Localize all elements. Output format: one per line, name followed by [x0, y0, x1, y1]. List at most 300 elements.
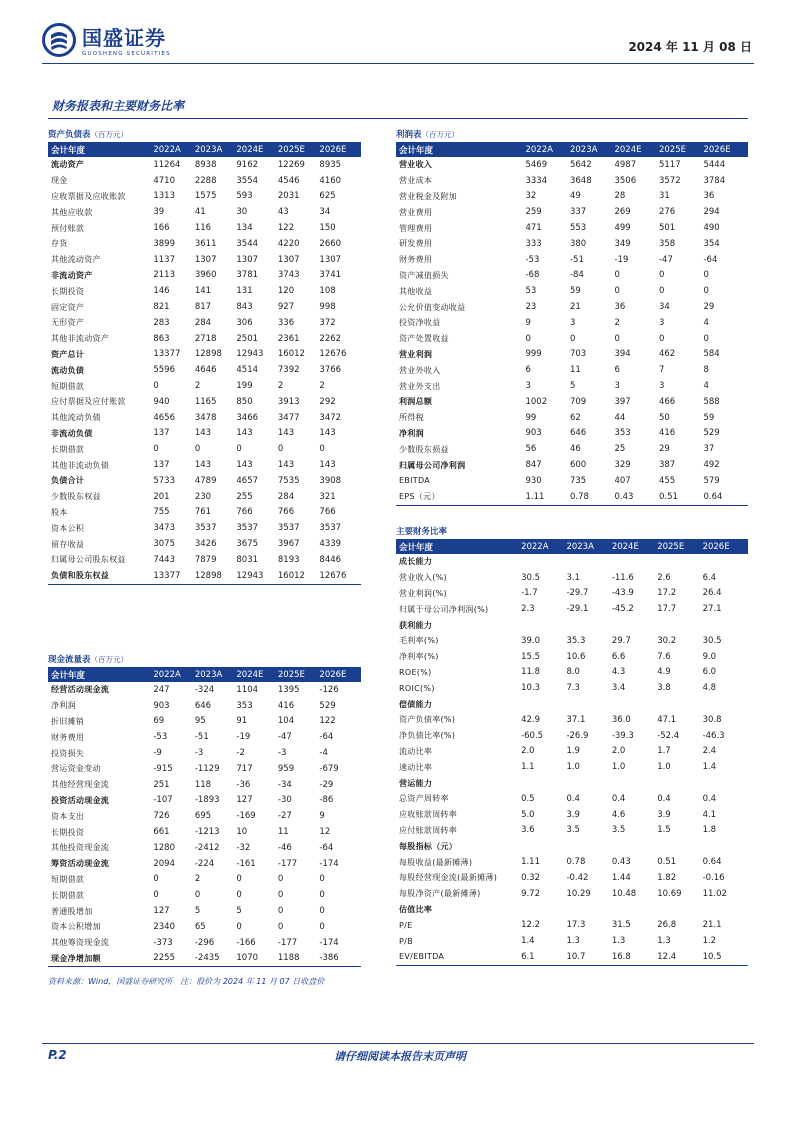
table-row	[396, 712, 748, 728]
row-label: 流动负债	[51, 365, 85, 375]
row-label: 投资活动现金流	[51, 795, 110, 805]
row-label: 公允价值变动收益	[399, 302, 466, 312]
cell-value: 21.1	[702, 920, 722, 931]
row-label: 营业外收入	[399, 365, 441, 375]
row-label: 负债合计	[51, 476, 85, 486]
table-title-text: 主要财务比率	[396, 527, 448, 537]
cell-value: 0	[153, 381, 159, 392]
cell-value: 199	[236, 381, 253, 392]
cell-value: 47.1	[657, 714, 677, 725]
cell-value: -11.6	[611, 572, 634, 583]
table-row	[48, 536, 361, 552]
cell-value: 3.5	[611, 825, 626, 836]
cell-value: 1307	[277, 254, 300, 265]
cell-value: 28	[614, 191, 626, 202]
cell-value: 11	[277, 827, 289, 838]
cell-value: -29.7	[566, 588, 589, 599]
cell-value: 2031	[277, 191, 300, 202]
cell-value: 1.0	[611, 762, 626, 773]
cell-value: 321	[319, 491, 336, 502]
row-label: 资本公积增加	[51, 922, 101, 932]
cell-value: 999	[525, 349, 542, 360]
cell-value	[521, 617, 566, 633]
cell-value: 0	[658, 333, 665, 344]
cell-value: 1070	[236, 951, 278, 967]
table-row	[48, 378, 361, 394]
cell-value: 761	[194, 507, 212, 518]
cell-value: 455	[658, 475, 676, 486]
cell-value: 56	[525, 444, 537, 455]
table-row	[396, 728, 748, 744]
cell-value: -32	[236, 842, 251, 853]
row-label: 资产负债率(%)	[399, 715, 456, 725]
table-row	[48, 410, 361, 426]
cell-value	[612, 838, 657, 854]
cell-value: 12.4	[657, 949, 702, 965]
cell-value: 2361	[277, 333, 300, 344]
cell-value: 600	[569, 460, 587, 471]
row-label: 非流动资产	[51, 270, 93, 280]
cell-value: 3.4	[611, 683, 626, 694]
table-row	[48, 714, 361, 730]
cell-value: 62	[569, 412, 581, 423]
cell-value: 553	[569, 223, 587, 234]
row-label: 利润总额	[399, 397, 433, 407]
cell-value: 3.5	[566, 825, 580, 836]
cell-value: 3506	[614, 175, 637, 186]
cell-value: 1575	[194, 191, 217, 202]
cell-value: 471	[525, 223, 542, 234]
cell-value: 44	[614, 412, 626, 423]
brand-logo	[42, 22, 171, 57]
cell-value: -3	[194, 748, 204, 759]
row-label: 经营活动现金流	[51, 685, 110, 695]
table-row	[396, 601, 748, 617]
cell-value: 3.9	[657, 809, 671, 820]
cell-value: 16012	[278, 568, 320, 584]
row-label: 速动比率	[399, 762, 433, 772]
cell-value: 843	[236, 302, 253, 313]
table-row	[48, 441, 361, 457]
cell-value: 3472	[319, 412, 342, 423]
table-row	[396, 426, 748, 442]
cell-value: 36	[614, 302, 626, 313]
cell-value: 8	[703, 365, 709, 376]
cell-value: 284	[194, 317, 212, 328]
table-row	[396, 362, 748, 378]
cell-value: 43	[277, 207, 289, 218]
row-label: 成长能力	[399, 557, 433, 567]
cell-value: -2412	[194, 842, 220, 853]
cell-value: -107	[153, 795, 173, 806]
cell-value: -174	[319, 937, 339, 948]
cell-value: 959	[277, 763, 295, 774]
cell-value: 3960	[194, 270, 217, 281]
cell-value: 150	[319, 223, 336, 234]
cell-value: 593	[236, 191, 253, 202]
cell-value: 3334	[525, 175, 548, 186]
row-label: 应收账款周转率	[399, 810, 458, 820]
row-label: 资本公积	[51, 523, 85, 533]
row-label: 长期投资	[51, 827, 85, 837]
cell-value: 6.0	[702, 667, 717, 678]
cell-value: -1213	[194, 827, 220, 838]
cell-value: 3473	[153, 523, 175, 534]
cell-value: 0	[658, 270, 665, 281]
cell-value: 3743	[277, 270, 300, 281]
table-row	[48, 520, 361, 536]
cell-value: 11264	[153, 159, 181, 170]
cell-value: 3075	[153, 539, 175, 550]
cell-value	[657, 696, 702, 712]
cell-value: 903	[153, 700, 170, 711]
cell-value: 0	[153, 874, 159, 885]
cell-value: 53	[525, 286, 537, 297]
cell-value: 1.5	[657, 825, 671, 836]
column-header-year: 2023A	[195, 142, 237, 157]
cell-value: 29.7	[611, 635, 631, 646]
cell-value	[703, 554, 748, 570]
table-row	[396, 949, 748, 965]
cell-value: 95	[194, 716, 206, 727]
cell-value: -43.9	[611, 588, 634, 599]
row-label: 长期借款	[51, 444, 85, 454]
cell-value: 122	[319, 716, 336, 727]
row-label: 普通股增加	[51, 906, 93, 916]
cell-value: 39.0	[521, 635, 540, 646]
cell-value: 584	[703, 349, 720, 360]
cell-value: 930	[525, 475, 542, 486]
table-row	[396, 633, 748, 649]
cell-value: 3477	[277, 412, 300, 423]
cell-value: -39.3	[611, 730, 634, 741]
row-label: 净利润	[51, 701, 76, 711]
cell-value: 25	[614, 444, 626, 455]
row-label: 所得税	[399, 413, 424, 423]
cell-value: 397	[614, 396, 631, 407]
cell-value: 46	[569, 444, 581, 455]
ratios-table	[396, 539, 748, 966]
table-row	[396, 220, 748, 236]
cell-value: -4	[319, 748, 328, 759]
cell-value: 8446	[319, 554, 342, 565]
cell-value: 2	[277, 381, 284, 392]
cell-value: 127	[236, 795, 253, 806]
cell-value: 3.9	[566, 809, 580, 820]
cell-value: 9.72	[521, 888, 540, 899]
cell-value: 3908	[319, 475, 342, 486]
cell-value: 269	[614, 207, 631, 218]
table-row	[48, 189, 361, 205]
column-header-year: 2025E	[659, 142, 704, 157]
cell-value: -47	[658, 254, 673, 265]
cell-value: 2	[194, 381, 201, 392]
table-unit: （百万元）	[90, 655, 129, 664]
cell-value: 8031	[236, 554, 259, 565]
cell-value: -47	[277, 732, 292, 743]
row-label: ROE(%)	[399, 667, 432, 677]
cell-value: 12269	[277, 159, 305, 170]
cell-value: 0	[703, 270, 709, 281]
table-title	[48, 128, 361, 142]
cell-value: 1.8	[702, 825, 717, 836]
cell-value: 336	[277, 317, 295, 328]
table-title	[396, 525, 748, 539]
cell-value: 69	[153, 716, 165, 727]
cell-value: -1893	[194, 795, 220, 806]
cell-value	[521, 838, 566, 854]
column-header-year: 2025E	[657, 539, 702, 554]
cell-value: 588	[703, 396, 720, 407]
cell-value: 283	[153, 317, 170, 328]
cell-value: 9.0	[702, 651, 717, 662]
cell-value: 15.5	[521, 651, 540, 662]
table-row	[48, 761, 361, 777]
cell-value: 501	[658, 223, 676, 234]
cell-value: -53	[153, 732, 168, 743]
cell-value: 12943	[236, 568, 278, 584]
column-header-year: 2025E	[278, 142, 320, 157]
table-row	[396, 665, 748, 681]
cell-value: 23	[525, 302, 537, 313]
cell-value: 11	[569, 365, 581, 376]
table-row	[48, 331, 361, 347]
cell-value: 1165	[194, 396, 217, 407]
cell-value: 850	[236, 396, 253, 407]
cell-value: 4.8	[702, 683, 717, 694]
table-row	[48, 236, 361, 252]
cell-value: 0.43	[614, 489, 659, 505]
cell-value: 122	[277, 223, 295, 234]
cell-value: -0.16	[702, 872, 725, 883]
cell-value: 30.2	[657, 635, 677, 646]
cell-value: 333	[525, 238, 542, 249]
column-header-year: 2026E	[703, 142, 748, 157]
row-label: 营业利润	[399, 349, 433, 359]
table-row	[48, 362, 361, 378]
cell-value: 0.4	[566, 793, 580, 804]
cell-value: 0.78	[570, 489, 615, 505]
cell-value: 1395	[277, 684, 300, 695]
cell-value: 4987	[614, 159, 637, 170]
row-label: 预付账款	[51, 223, 85, 233]
column-header-year: 2025E	[278, 667, 320, 682]
cell-value	[521, 902, 566, 918]
cell-value: 166	[153, 223, 170, 234]
cell-value: -296	[194, 937, 215, 948]
table-row	[396, 570, 748, 586]
cell-value: 1.0	[657, 762, 671, 773]
cell-value	[657, 617, 702, 633]
cell-value	[566, 838, 611, 854]
table-row	[48, 347, 361, 363]
table-row	[48, 682, 361, 698]
cell-value: 1313	[153, 191, 175, 202]
cell-value: 30.5	[702, 635, 722, 646]
table-unit: （百万元）	[90, 130, 129, 139]
cell-value: -1129	[194, 763, 220, 774]
row-label: 负债和股东权益	[48, 568, 153, 584]
table-row	[48, 173, 361, 189]
cell-value: 30.8	[702, 714, 722, 725]
row-label: 营运资金变动	[51, 764, 101, 774]
cell-value: 3537	[319, 523, 342, 534]
cell-value: 7	[658, 365, 665, 376]
cell-value: 4514	[236, 365, 259, 376]
cell-value: 1.3	[566, 936, 580, 947]
cell-value: 9	[319, 811, 325, 822]
cell-value: 337	[569, 207, 587, 218]
cell-value: 2.6	[657, 572, 671, 583]
cell-value: 0.4	[657, 793, 671, 804]
source-note: 资料来源：Wind，国盛证券研究所 注：股价为 2024 年 11 月 07 日收盘价	[48, 977, 325, 986]
cell-value: 358	[658, 238, 676, 249]
cell-value: 0	[525, 333, 531, 344]
cell-value: 59	[703, 412, 715, 423]
cell-value: 3554	[236, 175, 259, 186]
cell-value: -51	[569, 254, 584, 265]
cell-value	[612, 554, 657, 570]
row-label: 管理费用	[399, 223, 433, 233]
balance-sheet-block	[48, 128, 361, 585]
cell-value	[612, 696, 657, 712]
cell-value: 6	[614, 365, 620, 376]
cell-value: 2.4	[702, 746, 717, 757]
row-label: 投资损失	[51, 748, 85, 758]
cell-value: 499	[614, 223, 631, 234]
cell-value: 3	[658, 381, 665, 392]
cell-value: 12898	[194, 349, 222, 360]
row-label: 其他收益	[399, 286, 433, 296]
table-row	[48, 394, 361, 410]
table-row	[48, 793, 361, 809]
row-label: 营业外支出	[399, 381, 441, 391]
cell-value: 13377	[153, 568, 195, 584]
table-row	[396, 489, 748, 505]
cell-value	[521, 696, 566, 712]
cell-value: 31	[658, 191, 670, 202]
row-label: 总资产周转率	[399, 794, 449, 804]
cell-value: 6.1	[521, 949, 566, 965]
cell-value: 3913	[277, 396, 300, 407]
cell-value: 766	[319, 507, 336, 518]
table-row	[48, 840, 361, 856]
cell-value: -52.4	[657, 730, 680, 741]
cell-value: 735	[569, 475, 587, 486]
cell-value: 529	[319, 700, 336, 711]
row-label: 资本支出	[51, 811, 85, 821]
cell-value: 12898	[195, 568, 237, 584]
cell-value: 9	[525, 317, 531, 328]
cell-value: 42.9	[521, 714, 540, 725]
cell-value: 3784	[703, 175, 726, 186]
table-row	[396, 744, 748, 760]
cell-value: 292	[319, 396, 336, 407]
row-label: 每股收益(最新摊薄)	[399, 857, 473, 867]
cell-value: 1002	[525, 396, 548, 407]
table-row	[396, 838, 748, 854]
cell-value: 0	[658, 286, 665, 297]
cell-value: 3	[658, 317, 665, 328]
cell-value: 7879	[194, 554, 217, 565]
table-row	[396, 886, 748, 902]
cell-value: 3544	[236, 238, 259, 249]
cell-value: 26.4	[702, 588, 722, 599]
table-row	[396, 394, 748, 410]
row-label: 少数股东权益	[51, 492, 101, 502]
row-label: 获利能力	[399, 620, 433, 630]
cell-value: 0.4	[702, 793, 717, 804]
cell-value: 16.8	[612, 949, 657, 965]
row-label: 归属于母公司净利润(%)	[399, 604, 489, 614]
cell-value: -386	[319, 951, 361, 967]
cell-value: 0	[614, 286, 620, 297]
cell-value: 8935	[319, 159, 342, 170]
cell-value: 3781	[236, 270, 259, 281]
cell-value: 137	[153, 428, 170, 439]
table-row	[48, 824, 361, 840]
cell-value: 1.1	[521, 762, 535, 773]
table-row	[48, 299, 361, 315]
cell-value: 4789	[194, 475, 217, 486]
cell-value	[657, 775, 702, 791]
cell-value: 120	[277, 286, 295, 297]
cell-value: 255	[236, 491, 253, 502]
table-row	[48, 489, 361, 505]
table-row	[48, 220, 361, 236]
table-row	[396, 473, 748, 489]
table-row	[396, 775, 748, 791]
cell-value: 32	[525, 191, 537, 202]
cell-value: 1.7	[657, 746, 671, 757]
cell-value: -26.9	[566, 730, 589, 741]
cell-value: 2255	[153, 951, 195, 967]
row-label: 营运能力	[399, 778, 433, 788]
row-label: 短期借款	[51, 381, 85, 391]
cell-value: 354	[703, 238, 720, 249]
cell-value: 50	[658, 412, 670, 423]
cell-value: 0	[277, 890, 284, 901]
cell-value: 12	[319, 827, 331, 838]
cell-value: 10	[236, 827, 248, 838]
cell-value: 137	[153, 460, 170, 471]
cell-value: 349	[614, 238, 631, 249]
cell-value: 108	[319, 286, 336, 297]
table-row	[396, 236, 748, 252]
cell-value: 3572	[658, 175, 681, 186]
page-header	[42, 18, 754, 64]
cell-value: 1.9	[566, 746, 580, 757]
cell-value: 1.11	[521, 857, 540, 868]
cell-value: 99	[525, 412, 537, 423]
table-row	[396, 933, 748, 949]
cell-value: 146	[153, 286, 170, 297]
cell-value: 717	[236, 763, 253, 774]
row-label: 资产减值损失	[399, 270, 449, 280]
cell-value: 41	[194, 207, 206, 218]
cell-value	[612, 902, 657, 918]
cell-value: 2660	[319, 238, 342, 249]
row-label: 流动资产	[51, 160, 85, 170]
cell-value: -36	[236, 779, 251, 790]
cell-value: 12943	[236, 349, 264, 360]
cell-value: 1.82	[657, 872, 677, 883]
cell-value: 10.6	[566, 651, 586, 662]
cash-flow-table	[48, 667, 361, 967]
cell-value: 766	[236, 507, 253, 518]
cell-value: 703	[569, 349, 587, 360]
cell-value: -51	[194, 732, 209, 743]
